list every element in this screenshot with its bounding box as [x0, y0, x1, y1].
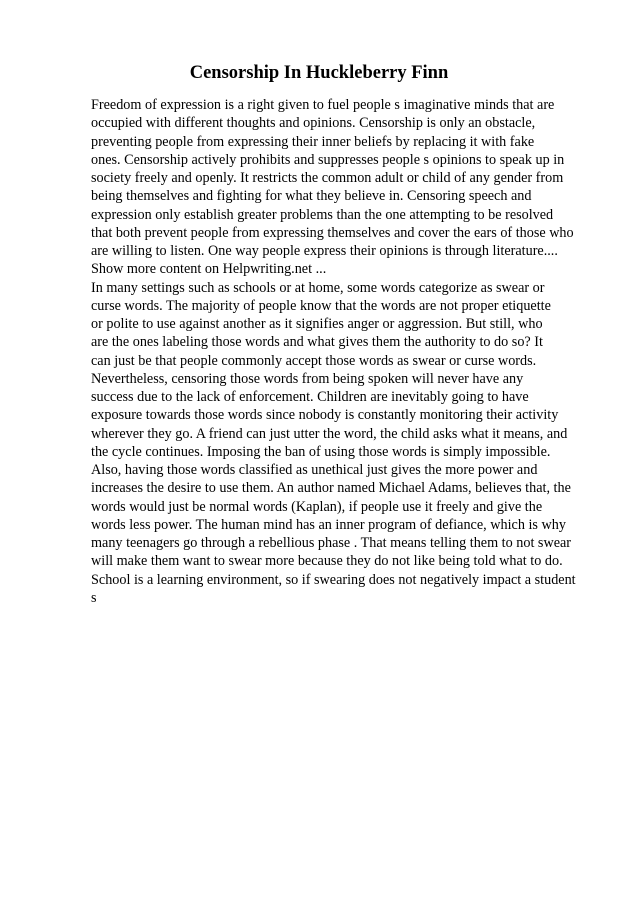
body-line: exposure towards those words since nobody is constantly monitoring their activity	[91, 407, 559, 424]
body-line: or polite to use against another as it signifies anger or aggression. But still, who	[91, 316, 543, 332]
body-line: expression only establish greater problems than the one attempting to be resolved	[91, 206, 554, 223]
body-line: increases the desire to use them. An author named Michael Adams, believes that, the	[91, 480, 571, 497]
body-line: wherever they go. A friend can just utter the word, the child asks what it means, and	[91, 425, 568, 442]
body-line: In many settings such as schools or at home, some words categorize as swear or	[91, 279, 545, 296]
document-title: Censorship In Huckleberry Finn	[189, 63, 449, 83]
body-line: society freely and openly. It restricts the common adult or child of any gender from	[91, 170, 564, 186]
body-line: Nevertheless, censoring those words from being spoken will never have any	[91, 370, 524, 387]
body-line: many teenagers go through a rebellious phase . That means telling them to not swear	[91, 535, 572, 551]
body-line: s	[91, 589, 97, 606]
body-line: curse words. The majority of people know that the words are not proper etiquette	[91, 297, 551, 314]
body-line: preventing people from expressing their inner beliefs by replacing it with fake	[91, 133, 535, 150]
body-line: that both prevent people from expressing themselves and cover the ears of those who	[91, 224, 574, 241]
document-body	[91, 96, 591, 607]
body-line: Also, having those words classified as unethical just gives the more power and	[91, 462, 538, 478]
body-line: are the ones labeling those words and what gives them the authority to do so? It	[91, 334, 543, 351]
more-content-line: Show more content on Helpwriting.net ...	[91, 261, 327, 278]
body-line: words less power. The human mind has an inner program of defiance, which is why	[91, 516, 566, 533]
body-line: can just be that people commonly accept those words as swear or curse words.	[91, 352, 537, 369]
body-line: the cycle continues. Imposing the ban of using those words is simply impossible.	[91, 443, 551, 460]
body-line: are willing to listen. One way people express their opinions is through literature....	[91, 243, 558, 259]
body-line: ones. Censorship actively prohibits and suppresses people s opinions to speak up in	[91, 151, 565, 168]
body-line: being themselves and fighting for what they believe in. Censoring speech and	[91, 188, 532, 205]
body-line: Freedom of expression is a right given to fuel people s imaginative minds that are	[91, 97, 555, 113]
body-line: School is a learning environment, so if swearing does not negatively impact a student	[91, 571, 576, 588]
body-line: words would just be normal words (Kaplan), if people use it freely and give the	[91, 498, 543, 515]
body-line: will make them want to swear more because they do not like being told what to do.	[91, 553, 563, 570]
body-line: occupied with different thoughts and opinions. Censorship is only an obstacle,	[91, 115, 536, 132]
body-line: success due to the lack of enforcement. Children are inevitably going to have	[91, 389, 529, 405]
